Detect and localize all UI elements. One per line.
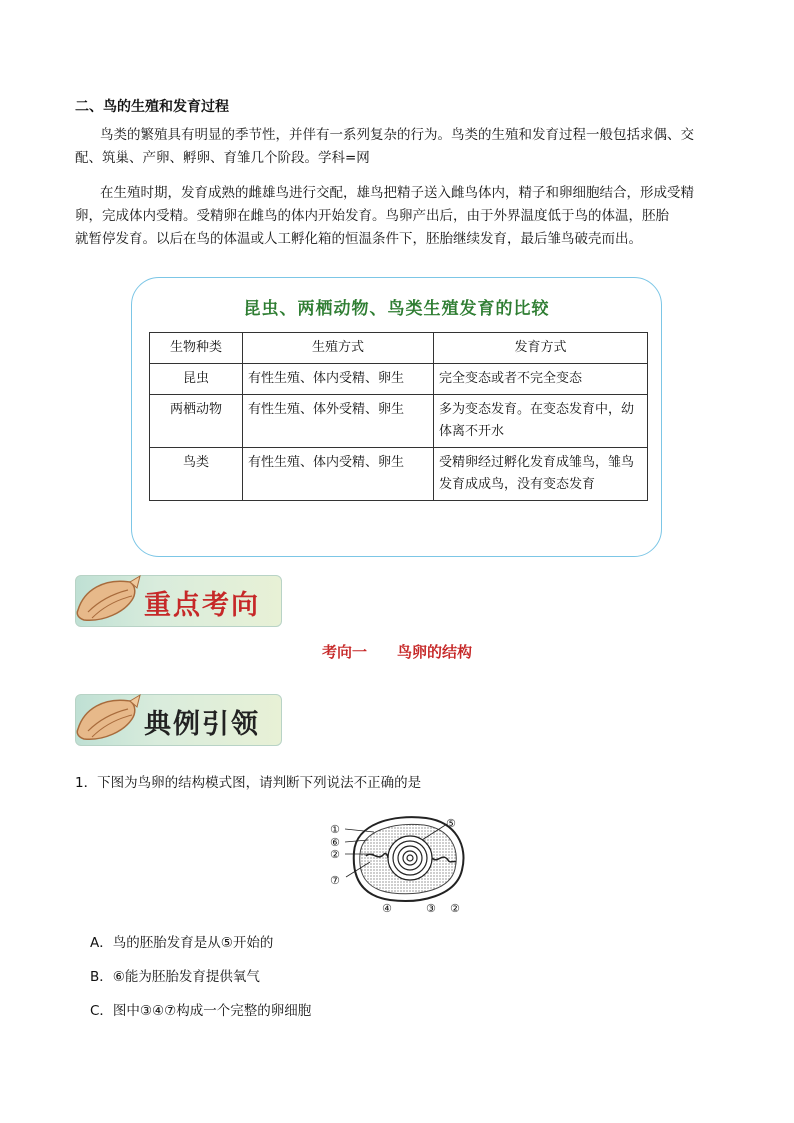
comparison-table: [149, 332, 648, 501]
table-cell: 鸟类: [150, 448, 243, 501]
table-row: [150, 448, 648, 501]
option-b: B．⑥能为胚胎发育提供氧气: [90, 969, 260, 985]
paragraph-line: 卵，完成体内受精。受精卵在雌鸟的体内开始发育。鸟卵产出后，由于外界温度低于鸟的体温，胚胎: [75, 208, 669, 224]
table-row: [150, 364, 648, 395]
table-cell: 多为变态发育。在变态发育中，幼体离不开水: [434, 395, 648, 448]
label-6: ⑥: [330, 836, 340, 849]
yolk: [388, 836, 432, 880]
label-2-left: ②: [330, 848, 340, 861]
conch-shell-icon: [74, 572, 144, 630]
paragraph-line: 配、筑巢、产卵、孵卵、育雏几个阶段。学科=网: [75, 150, 370, 166]
table-cell: 完全变态或者不完全变态: [434, 364, 648, 395]
label-3: ③: [426, 902, 436, 915]
table-cell: 有性生殖、体内受精、卵生: [243, 364, 434, 395]
table-row: [150, 395, 648, 448]
paragraph-line: 鸟类的繁殖具有明显的季节性，并伴有一系列复杂的行为。鸟类的生殖和发育过程一般包括求偶、交: [100, 127, 694, 143]
paragraph-1: [75, 124, 725, 170]
table-header: 发育方式: [434, 333, 648, 364]
section-title: 考向一 鸟卵的结构: [321, 643, 472, 661]
banner-title: 典例引领: [144, 709, 260, 740]
label-1: ①: [330, 823, 340, 836]
option-a: A．鸟的胚胎发育是从⑤开始的: [90, 935, 274, 951]
conch-shell-icon: [74, 691, 144, 749]
section-heading: 二、鸟的生殖和发育过程: [75, 99, 229, 115]
paragraph-line: 就暂停发育。以后在鸟的体温或人工孵化箱的恒温条件下，胚胎继续发育，最后雏鸟破壳而出。: [75, 231, 642, 247]
key-direction-banner: [75, 575, 282, 627]
banner-title: 重点考向: [144, 590, 260, 621]
table-cell: 两栖动物: [150, 395, 243, 448]
paragraph-line: 在生殖时期，发育成熟的雌雄鸟进行交配，雄鸟把精子送入雌鸟体内，精子和卵细胞结合，形成受精: [100, 185, 694, 201]
label-2-bottom: ②: [450, 902, 460, 915]
table-header: 生物种类: [150, 333, 243, 364]
paragraph-2: [75, 182, 725, 251]
comparison-box: [131, 277, 662, 557]
table-cell: 昆虫: [150, 364, 243, 395]
comparison-title: 昆虫、两栖动物、鸟类生殖发育的比较: [243, 299, 550, 319]
option-c: C．图中③④⑦构成一个完整的卵细胞: [90, 1003, 312, 1019]
table-cell: 有性生殖、体内受精、卵生: [243, 448, 434, 501]
question-stem: 1．下图为鸟卵的结构模式图，请判断下列说法不正确的是: [75, 775, 422, 791]
example-banner: [75, 694, 282, 746]
label-4: ④: [382, 902, 392, 915]
egg-structure-diagram: [322, 812, 482, 916]
label-7: ⑦: [330, 874, 340, 887]
table-cell: 有性生殖、体外受精、卵生: [243, 395, 434, 448]
table-header: 生殖方式: [243, 333, 434, 364]
label-5: ⑤: [446, 817, 456, 830]
table-cell: 受精卵经过孵化发育成雏鸟，雏鸟发育成成鸟，没有变态发育: [434, 448, 648, 501]
table-header-row: [150, 333, 648, 364]
